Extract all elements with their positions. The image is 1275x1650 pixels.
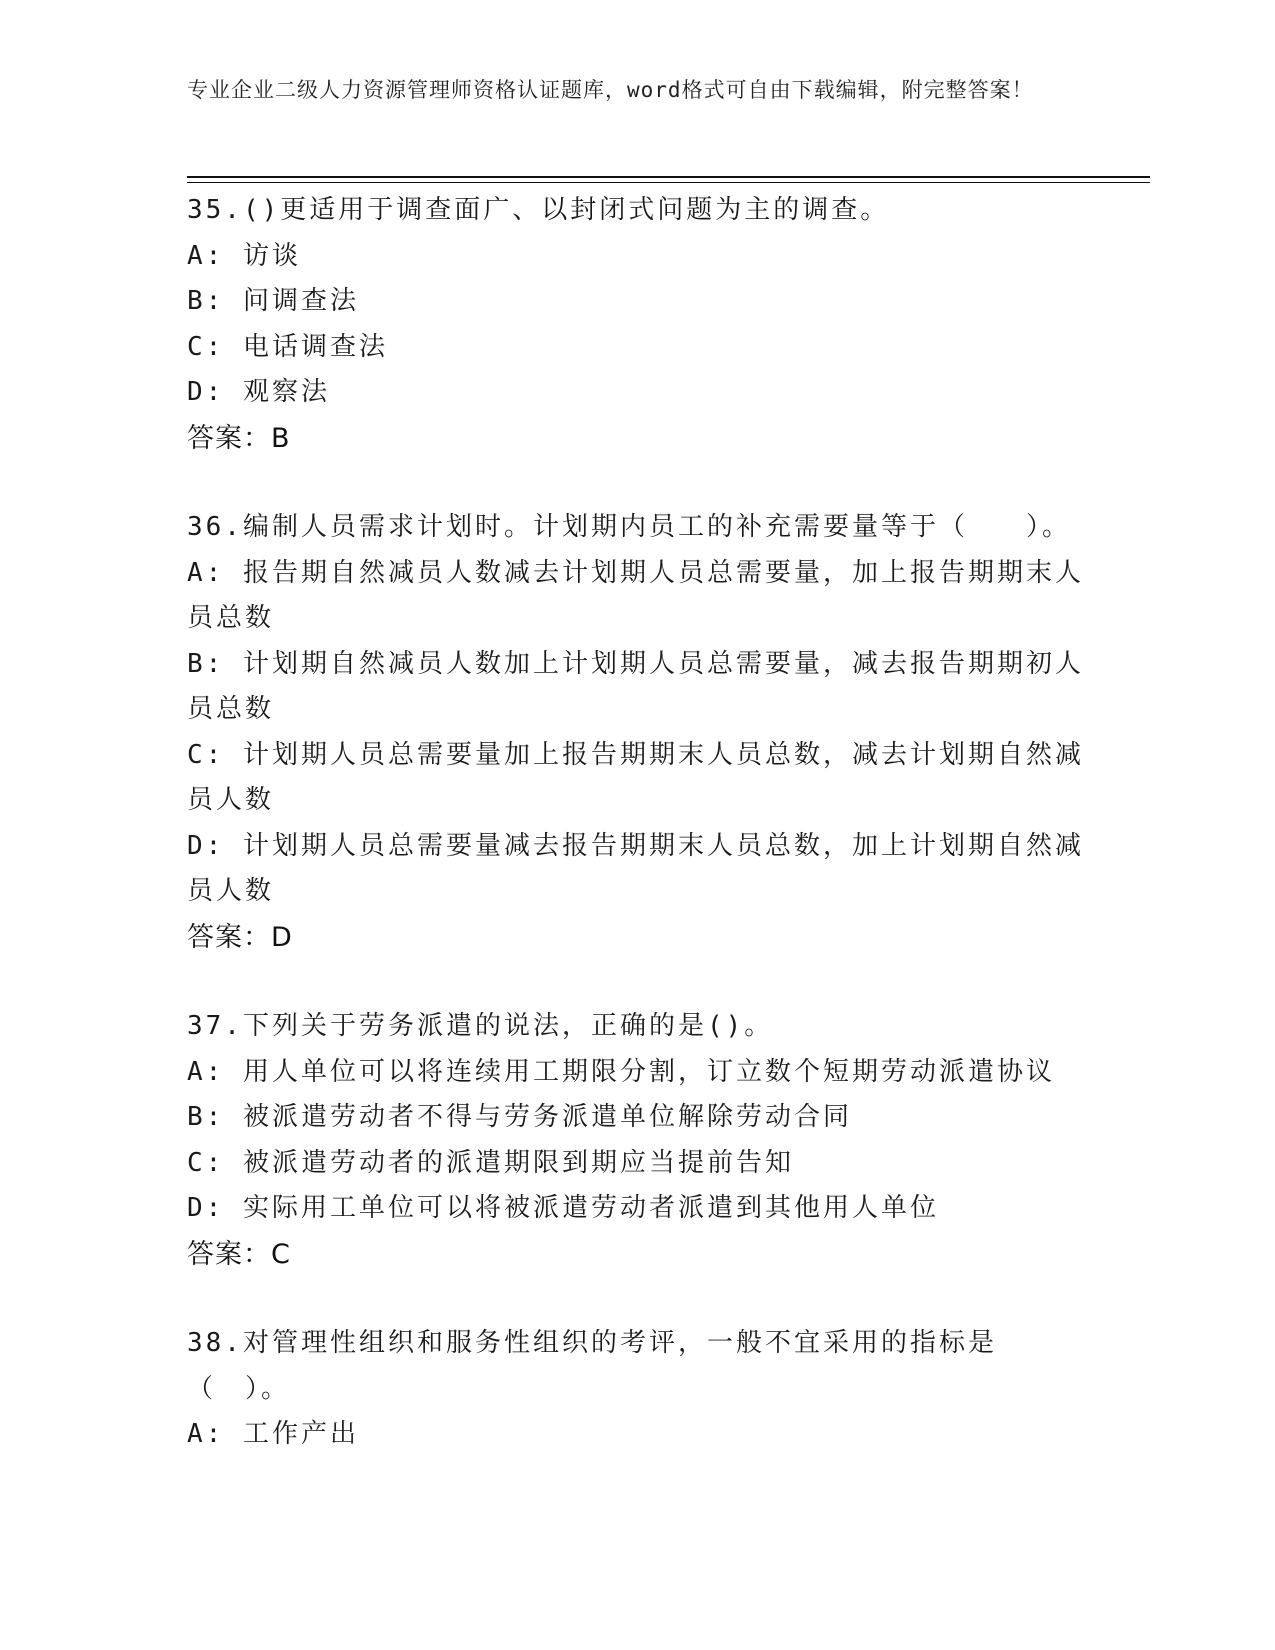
question-36	[187, 505, 1087, 960]
question-stem: 37.下列关于劳务派遣的说法，正确的是()。	[187, 1011, 774, 1041]
option-b: B: 被派遣劳动者不得与劳务派遣单位解除劳动合同	[187, 1102, 852, 1132]
option-b: B: 计划期自然减员人数加上计划期人员总需要量，减去报告期期初人员总数	[187, 648, 1084, 724]
question-38	[187, 1321, 1087, 1458]
option-d: D: 实际用工单位可以将被派遣劳动者派遣到其他用人单位	[187, 1193, 939, 1223]
question-list	[187, 188, 1087, 1502]
question-35	[187, 188, 1087, 461]
option-c: C: 计划期人员总需要量加上报告期期末人员总数，减去计划期自然减员人数	[187, 739, 1084, 815]
option-a: A: 工作产出	[187, 1419, 359, 1449]
answer-line: 答案：D	[187, 921, 293, 953]
page-header: 专业企业二级人力资源管理师资格认证题库，word格式可自由下载编辑，附完整答案！	[187, 78, 1034, 102]
question-stem: 36.编制人员需求计划时。计划期内员工的补充需要量等于（ ）。	[187, 512, 1071, 542]
option-c: C: 被派遣劳动者的派遣期限到期应当提前告知	[187, 1147, 794, 1178]
question-37	[187, 1004, 1087, 1277]
question-stem: 35.()更适用于调查面广、以封闭式问题为主的调查。	[187, 195, 890, 225]
option-d: D: 观察法	[187, 377, 330, 407]
option-d: D: 计划期人员总需要量减去报告期期末人员总数，加上计划期自然减员人数	[187, 830, 1084, 906]
question-stem: 38.对管理性组织和服务性组织的考评，一般不宜采用的指标是（ ）。	[187, 1328, 997, 1404]
answer-line: 答案：B	[187, 422, 291, 454]
header-rule-thin	[187, 182, 1150, 183]
option-b: B: 问调查法	[187, 286, 359, 316]
option-a: A: 报告期自然减员人数减去计划期人员总需要量，加上报告期期末人员总数	[187, 557, 1084, 633]
option-c: C: 电话调查法	[187, 331, 388, 362]
option-a: A: 访谈	[187, 240, 301, 271]
answer-line: 答案：C	[187, 1238, 291, 1270]
option-a: A: 用人单位可以将连续用工期限分割，订立数个短期劳动派遣协议	[187, 1056, 1055, 1087]
header-rule-thick	[187, 176, 1150, 178]
